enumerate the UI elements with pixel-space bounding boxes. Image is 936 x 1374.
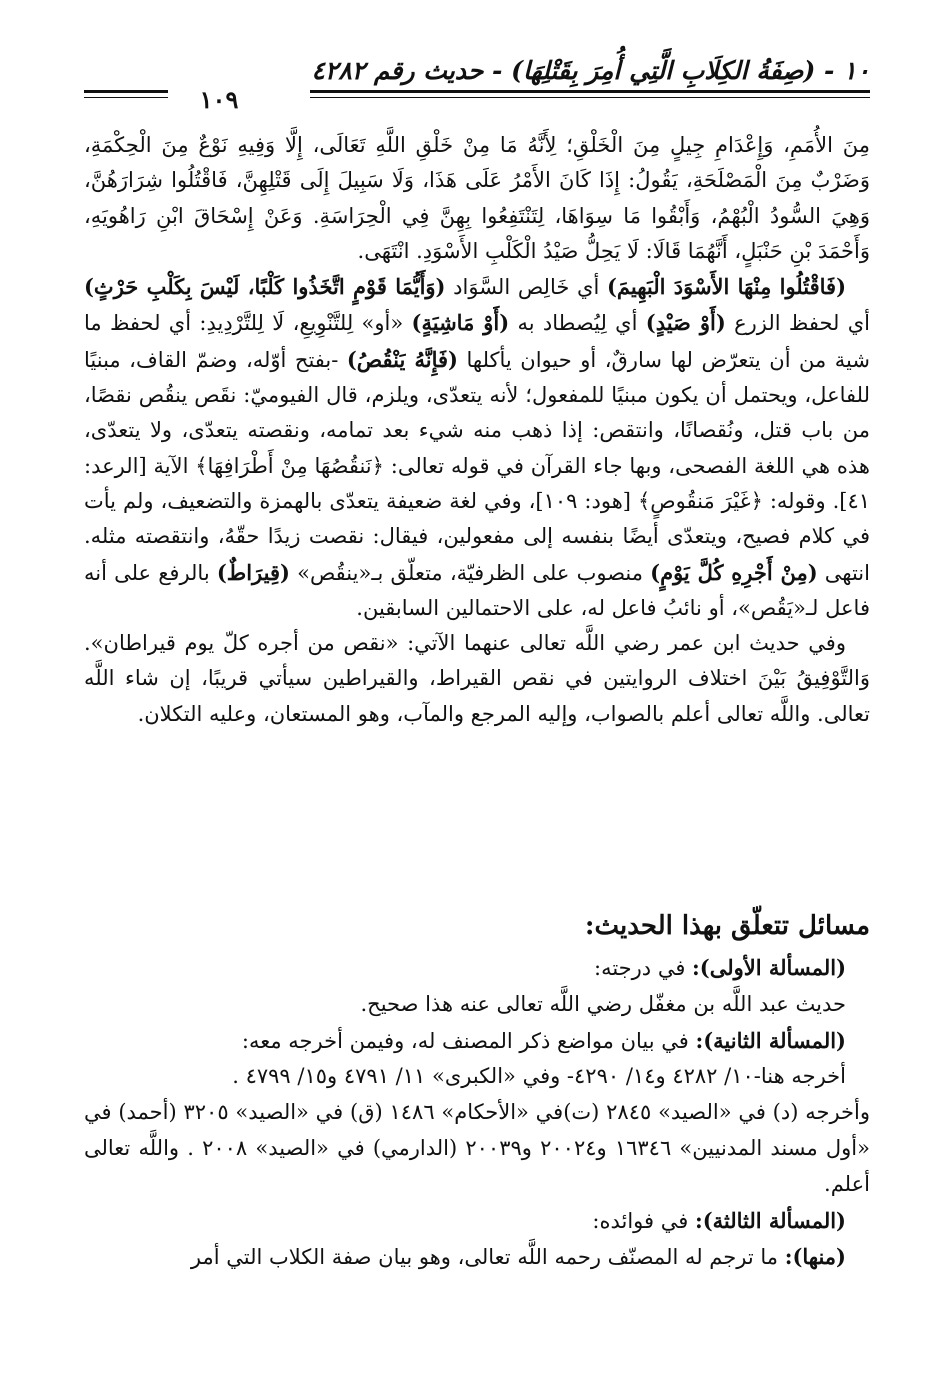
issues-section bbox=[84, 904, 870, 1276]
hadith-quote: (وَأَيُّمَا قَوْمٍ اتَّخَذُوا كَلْبًا، لَيْسَ بِكَلْبِ حَرْثٍ) bbox=[84, 274, 446, 300]
hadith-quote: (مِنْ أَجْرِهِ كُلَّ يَوْمٍ) bbox=[650, 559, 818, 585]
issue-title-text: في فوائده: bbox=[592, 1208, 695, 1233]
hadith-quote: (قِيرَاطٌ) bbox=[216, 559, 290, 585]
page-header bbox=[84, 54, 870, 112]
section-heading: مسائل تتعلّق بهذا الحديث: bbox=[584, 911, 870, 941]
issue-title-text: في بيان مواضع ذكر المصنف له، وفيمن أخرجه معه: bbox=[241, 1028, 696, 1053]
commentary-text: «أو» لِلتَّنْوِيعِ، لَا لِلتَّرْدِيدِ: أي لحفظ ما شية من أن يتعرّض لها سارقٌ، أو حيوان يأكلها bbox=[84, 311, 870, 372]
running-title: ١٠ - (صِفَةُ الكِلَابِ الَّتِي أُمِرَ بِقَتْلِهَا) - حديث رقم ٤٢٨٢ bbox=[311, 56, 870, 85]
issue-label: (المسألة الأولى): bbox=[692, 955, 846, 980]
issue-sub-label: (منها): bbox=[784, 1244, 846, 1270]
hadith-quote: (أَوْ صَيْدٍ) bbox=[645, 310, 726, 336]
commentary-text: أي خَالِص السَّوَاد bbox=[445, 275, 607, 300]
hadith-quote: (فَاقْتُلُوا مِنْهَا الأَسْوَدَ الْبَهِيمَ) bbox=[606, 274, 847, 300]
issue-title-text: في درجته: bbox=[594, 956, 693, 980]
issue-2-line-2: وأخرجه (د) في «الصيد» ٢٨٤٥ (ت)في «الأحكام» ١٤٨٦ (ق) في «الصيد» ٣٢٠٥ (أحمد) في «أول مسند المدنيين» ١٦٣٤٦ و٢٠٠٢٤ و٢٠٠٣٩ (الدارمي) في «الصيد» ٢٠٠٨ . واللَّه تعالى أعلم. bbox=[84, 1100, 870, 1196]
issue-3-sub bbox=[84, 1239, 870, 1276]
issue-label: (المسألة الثالثة): bbox=[694, 1207, 846, 1233]
issue-3-title bbox=[84, 1203, 870, 1240]
commentary-text: -بفتح أوّله، وضمّ القاف، مبنيًا للفاعل، ويحتمل أن يكون مبنيًا للمفعول؛ لأنه يتعدّى، ويلزم، قال الفيوميّ: نقَص ينقُص نقصًا، من باب قتل، ونُقصانًا، وانتقص: إذا ذهب منه شيء بعد تمامه، ونقصته يتعدّى، ولا يتعدّى، هذه هي اللغة الفصحى، وبها جاء القرآن في قوله تعالى: ﴿نَنقُصُهَا مِنْ أَطْرَافِهَا﴾ الآية [الرعد: ٤١]. وقوله: ﴿غَيْرَ مَنقُوصٍ﴾ [هود: ١٠٩]، وفي لغة ضعيفة يتعدّى بالهمزة والتضعيف، ولم يأت في كلام فصيح، ويتعدّى أيضًا بنفسه إلى مفعولين، فيقال: نقصت زيدًا حقّهُ، وانتقصته مثله. انتهى bbox=[84, 347, 870, 585]
commentary-text: منصوب على الظرفيّة، متعلّق بـ«ينقُص» bbox=[289, 560, 651, 585]
header-rule-left bbox=[84, 90, 168, 98]
hadith-quote: (أَوْ مَاشِيَةٍ) bbox=[411, 310, 510, 336]
paragraph-3: وفي حديث ابن عمر رضي اللَّه تعالى عنهما الآتي: «نقص من أجره كلّ يوم قيراطان». وَالتَّوْفِيقُ بَيْنَ اختلاف الروايتين في نقص القيراط، والقيراطين سيأتي قريبًا، إن شاء اللَّه تعالى. واللَّه تعالى أعلم بالصواب، وإليه المرجع والمآب، وهو المستعان، وعليه التكلان. bbox=[84, 631, 870, 726]
issue-1-body: حديث عبد اللَّه بن مغفّل رضي اللَّه تعالى عنه هذا صحيح. bbox=[360, 991, 846, 1016]
issue-1-title bbox=[84, 950, 870, 987]
main-text bbox=[84, 128, 870, 732]
paragraph-2 bbox=[84, 269, 870, 626]
paragraph-1: مِنَ الأُمَمِ، وَإِعْدَامِ جِيلٍ مِنَ الْخَلْقِ؛ لِأَنَّهُ مَا مِنْ خَلْقِ اللَّهِ تَعَالَى، إِلَّا وَفِيهِ نَوْعٌ مِنَ الْحِكْمَةِ، وَضَرْبٌ مِنَ الْمَصْلَحَةِ، يَقُولُ: إِذَا كَانَ الأَمْرُ عَلَى هَذَا، وَلَا سَبِيلَ إِلَى قَتْلِهِنَّ، فَاقْتُلُوا شِرَارَهُنَّ، وَهِيَ السُّودُ الْبُهْمُ، وَأَبْقُوا مَا سِوَاهَا، لِتَنْتَفِعُوا بِهِنَّ فِي الْحِرَاسَةِ. وَعَنْ إِسْحَاقَ ابْنِ رَاهُويَهِ، وَأَحْمَدَ بْنِ حَنْبَلٍ، أَنَّهُمَا قَالَا: لَا يَحِلُّ صَيْدُ الْكَلْبِ الأَسْوَدِ. انْتَهَى. bbox=[84, 133, 870, 263]
issue-label: (المسألة الثانية): bbox=[695, 1027, 846, 1053]
issue-2-title bbox=[84, 1023, 870, 1060]
commentary-text: أي لحفظ الزرع bbox=[725, 311, 870, 336]
hadith-quote: (فَإِنَّهُ يَنْقُصُ) bbox=[346, 346, 458, 372]
page-number: ١٠٩ bbox=[184, 87, 254, 113]
commentary-text: أي لِيُصطاد به bbox=[509, 311, 646, 336]
commentary-text: بالرفع على أنه فاعل لـ«يَقُص»، أو نائبُ فاعل له، على الاحتمالين السابقين. bbox=[84, 560, 870, 620]
issue-2-line-1: أخرجه هنا-١٠/ ٤٢٨٢ و١٤/ ٤٢٩٠- وفي «الكبرى» ١١/ ٤٧٩١ و١٥/ ٤٧٩٩ . bbox=[232, 1064, 846, 1089]
header-rule bbox=[310, 90, 870, 98]
issue-sub-text: ما ترجم له المصنّف رحمه اللَّه تعالى، وهو بيان صفة الكلاب التي أمر bbox=[190, 1245, 785, 1270]
